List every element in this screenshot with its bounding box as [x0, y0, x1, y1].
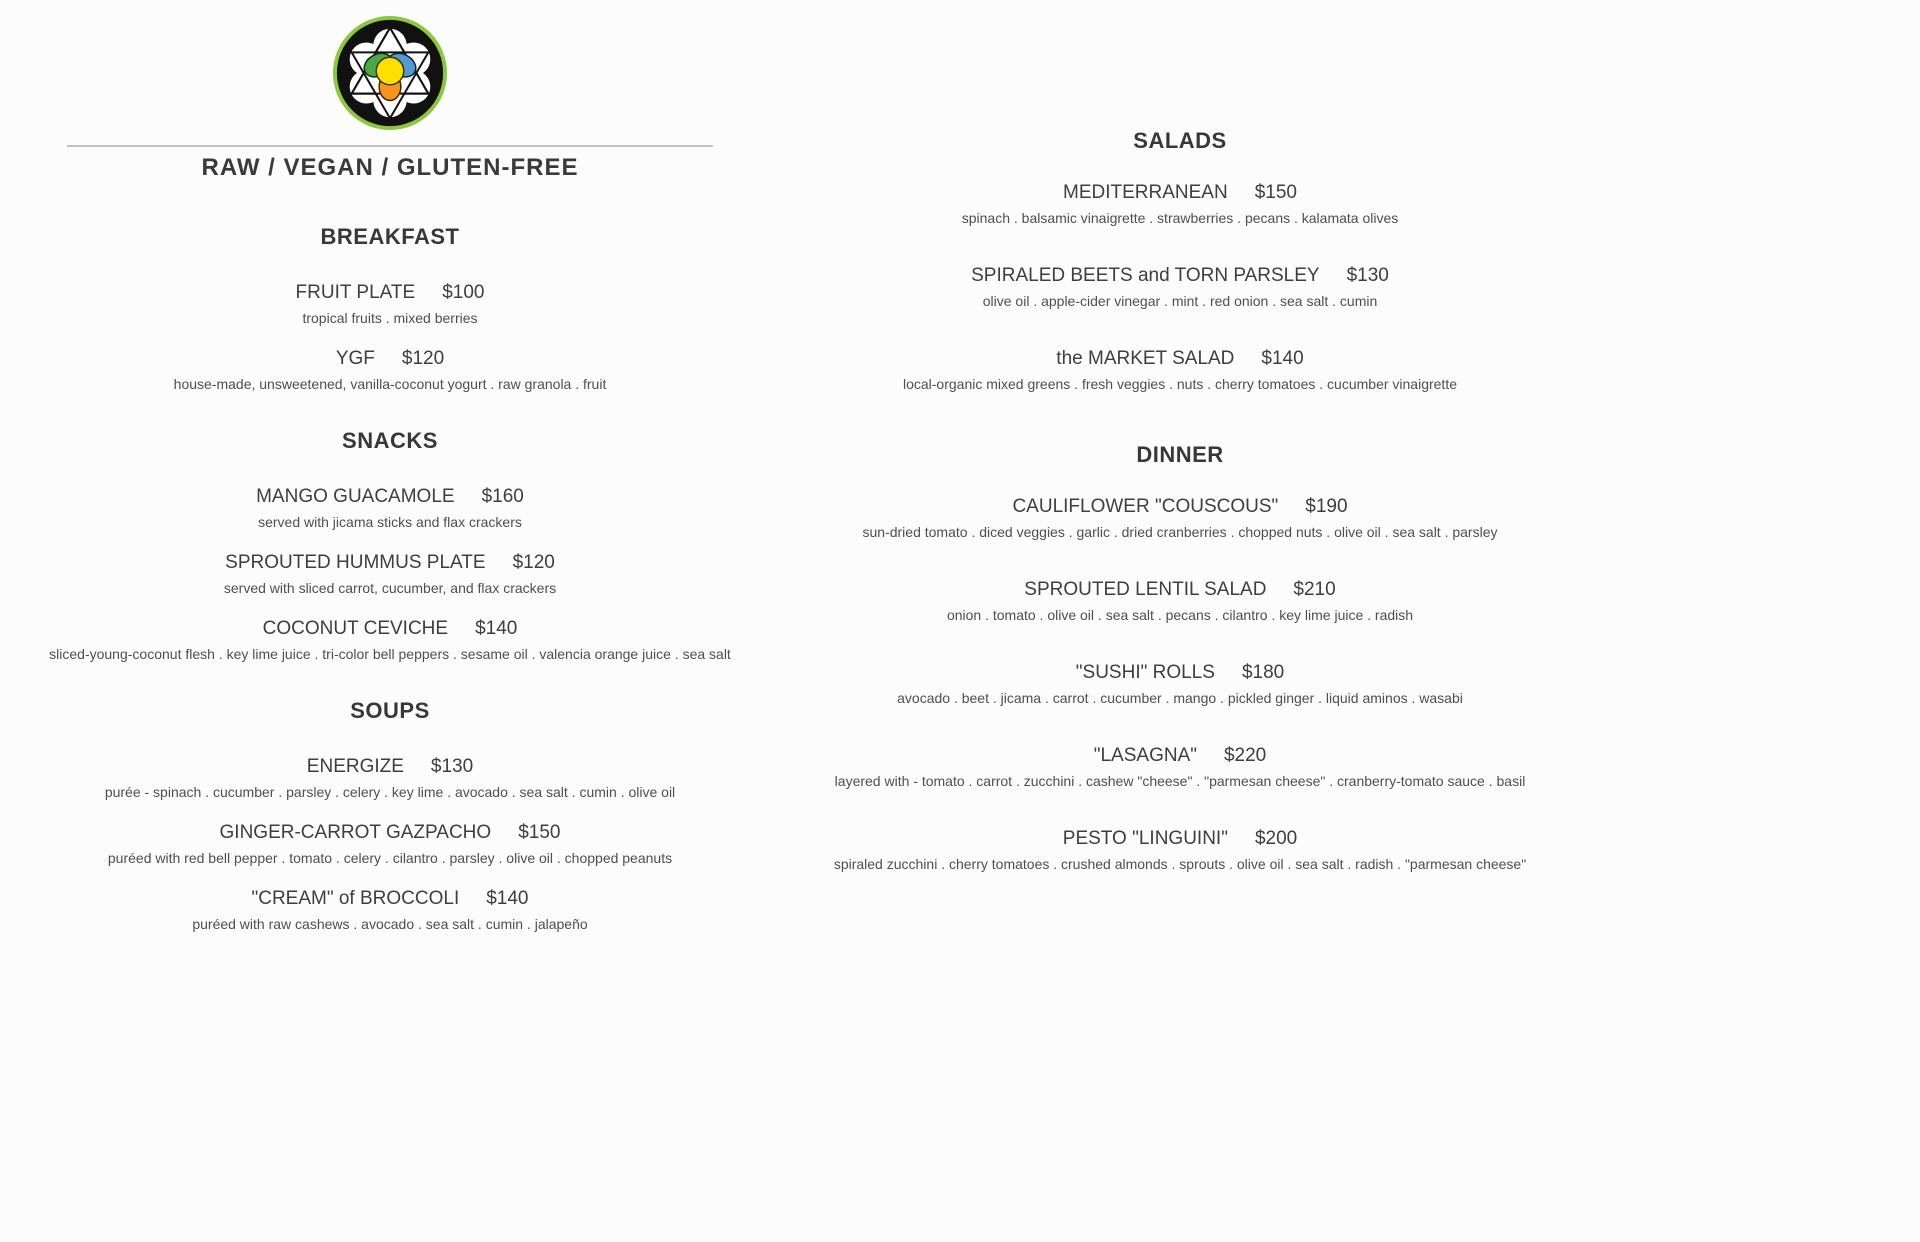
menu-item — [820, 493, 1540, 543]
item-name: FRUIT PLATE — [295, 282, 416, 303]
menu-left-column — [30, 0, 750, 935]
menu-item — [820, 825, 1540, 875]
item-description: sliced-young-coconut flesh . key lime juice . tri-color bell peppers . sesame oil . valencia orange juice . sea salt — [49, 646, 731, 662]
item-line — [30, 819, 750, 847]
menu-item — [30, 819, 750, 869]
item-price: $150 — [518, 822, 561, 843]
section-title: SALADS — [1133, 128, 1227, 153]
item-line — [30, 345, 750, 373]
item-price: $120 — [401, 348, 445, 369]
menu-item — [30, 615, 750, 665]
item-description: spinach . balsamic vinaigrette . strawberries . pecans . kalamata olives — [961, 210, 1399, 226]
item-name: ENERGIZE — [306, 756, 404, 777]
section-snacks — [30, 427, 750, 665]
section-title: DINNER — [1136, 442, 1224, 467]
item-description: layered with - tomato . carrot . zucchini . cashew "cheese" . "parmesan cheese" . cranberry-tomato sauce . basil — [834, 773, 1526, 789]
menu-right-column — [820, 0, 1540, 875]
menu-item — [820, 179, 1540, 229]
item-name: "LASAGNA" — [1093, 745, 1197, 766]
item-line — [820, 576, 1540, 604]
item-price: $210 — [1293, 579, 1336, 600]
item-description: sun-dried tomato . diced veggies . garlic . dried cranberries . chopped nuts . olive oil . sea salt . parsley — [862, 524, 1498, 540]
menu-item — [30, 483, 750, 533]
item-name: CAULIFLOWER "COUSCOUS" — [1012, 496, 1279, 517]
item-line — [30, 279, 750, 307]
menu-tagline: RAW / VEGAN / GLUTEN-FREE — [201, 154, 579, 181]
item-line — [820, 742, 1540, 770]
item-description: avocado . beet . jicama . carrot . cucumber . mango . pickled ginger . liquid aminos . wasabi — [897, 690, 1463, 706]
item-price: $140 — [1261, 348, 1304, 369]
header-divider — [67, 145, 713, 147]
item-line — [820, 659, 1540, 687]
item-line — [30, 615, 750, 643]
menu-item — [30, 279, 750, 329]
item-name: GINGER-CARROT GAZPACHO — [219, 822, 492, 843]
menu-item — [30, 549, 750, 599]
item-price: $190 — [1305, 496, 1348, 517]
item-description: purée - spinach . cucumber . parsley . celery . key lime . avocado . sea salt . cumin . olive oil — [104, 784, 676, 800]
item-price: $130 — [1346, 265, 1389, 286]
section-title: SOUPS — [350, 698, 430, 723]
section-breakfast — [30, 223, 750, 395]
item-price: $160 — [481, 486, 524, 507]
item-description: house-made, unsweetened, vanilla-coconut yogurt . raw granola . fruit — [173, 376, 607, 392]
menu-item — [30, 345, 750, 395]
brand-logo — [30, 14, 750, 132]
menu-item — [820, 576, 1540, 626]
item-name: PESTO "LINGUINI" — [1062, 828, 1228, 849]
item-line — [820, 179, 1540, 207]
item-line — [820, 262, 1540, 290]
item-price: $130 — [430, 756, 474, 777]
item-price: $180 — [1241, 662, 1285, 683]
item-description: tropical fruits . mixed berries — [302, 310, 478, 326]
brand-logo-icon — [331, 14, 449, 132]
section-salads — [820, 127, 1540, 395]
item-line — [30, 753, 750, 781]
section-dinner — [820, 441, 1540, 875]
item-price: $150 — [1254, 182, 1297, 203]
item-description: local-organic mixed greens . fresh veggies . nuts . cherry tomatoes . cucumber vinaigrette — [902, 376, 1458, 392]
menu-item — [30, 885, 750, 935]
item-name: SPROUTED HUMMUS PLATE — [225, 552, 486, 573]
item-description: olive oil . apple-cider vinegar . mint . red onion . sea salt . cumin — [982, 293, 1378, 309]
item-price: $100 — [442, 282, 485, 303]
item-name: "CREAM" of BROCCOLI — [251, 888, 460, 909]
menu-item — [820, 659, 1540, 709]
item-line — [30, 483, 750, 511]
item-name: the MARKET SALAD — [1056, 348, 1235, 369]
section-soups — [30, 697, 750, 935]
item-name: MANGO GUACAMOLE — [256, 486, 455, 507]
item-description: puréed with red bell pepper . tomato . celery . cilantro . parsley . olive oil . chopped peanuts — [107, 850, 673, 866]
menu-item — [30, 753, 750, 803]
section-title: BREAKFAST — [320, 224, 460, 249]
item-line — [30, 885, 750, 913]
item-price: $120 — [512, 552, 555, 573]
item-line — [820, 345, 1540, 373]
item-description: served with sliced carrot, cucumber, and flax crackers — [223, 580, 557, 596]
item-name: COCONUT CEVICHE — [262, 618, 449, 639]
item-price: $220 — [1223, 745, 1267, 766]
item-price: $200 — [1254, 828, 1298, 849]
item-description: puréed with raw cashews . avocado . sea salt . cumin . jalapeño — [192, 916, 588, 932]
item-line — [30, 549, 750, 577]
menu-item — [820, 345, 1540, 395]
item-name: "SUSHI" ROLLS — [1075, 662, 1215, 683]
item-price: $140 — [475, 618, 518, 639]
menu-item — [820, 742, 1540, 792]
item-description: onion . tomato . olive oil . sea salt . pecans . cilantro . key lime juice . radish — [946, 607, 1414, 623]
item-name: YGF — [335, 348, 375, 369]
item-name: SPIRALED BEETS and TORN PARSLEY — [971, 265, 1320, 286]
section-title: SNACKS — [342, 428, 438, 453]
item-description: spiraled zucchini . cherry tomatoes . crushed almonds . sprouts . olive oil . sea salt . radish . "parmesan cheese" — [833, 856, 1527, 872]
item-description: served with jicama sticks and flax crackers — [258, 514, 522, 530]
item-name: SPROUTED LENTIL SALAD — [1024, 579, 1267, 600]
menu-item — [820, 262, 1540, 312]
item-line — [820, 493, 1540, 521]
item-name: MEDITERRANEAN — [1063, 182, 1228, 203]
item-line — [820, 825, 1540, 853]
item-price: $140 — [486, 888, 529, 909]
